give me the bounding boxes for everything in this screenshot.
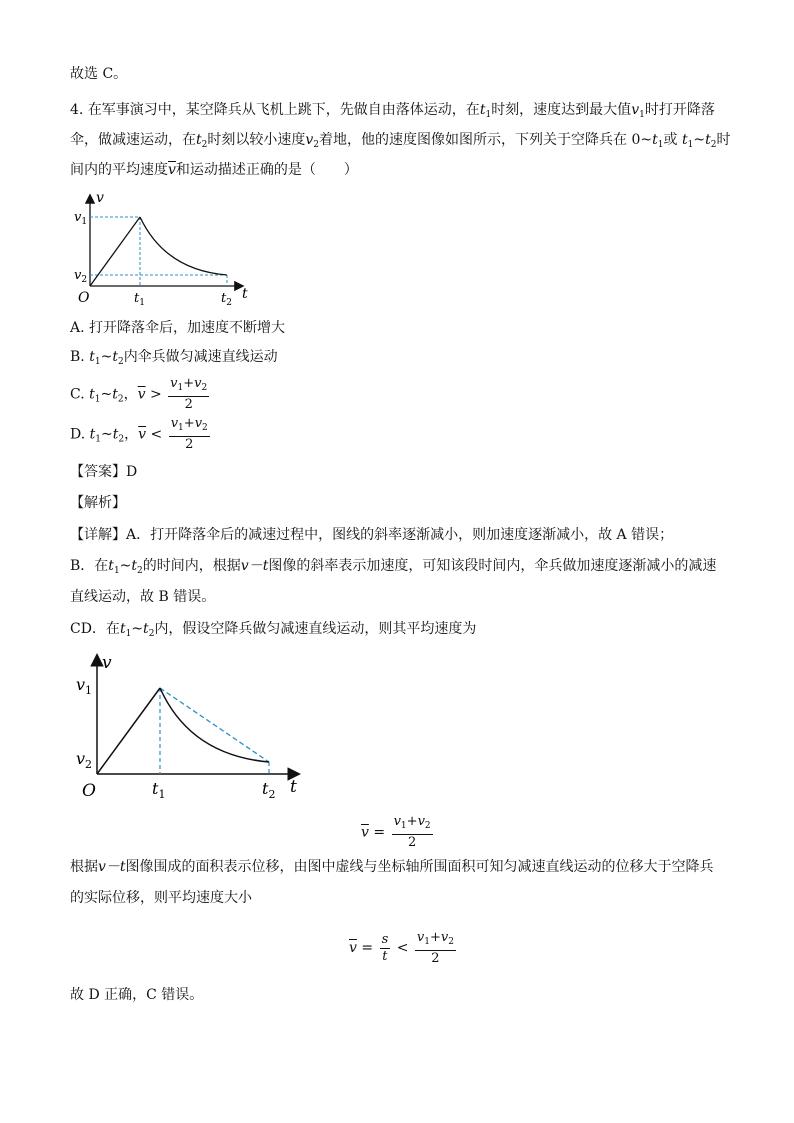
sub: 1 [657,140,664,150]
v-symbol: v [631,102,640,118]
detail-line-5 [70,857,714,877]
v-symbol: v [305,132,314,148]
v-axis-label: v [96,190,104,206]
t-symbol: t [108,558,114,574]
sub: 2 [313,140,320,150]
option-label: B. [70,349,85,365]
lt-sign: < [150,426,163,443]
answer-label: 【答案】 [70,464,126,480]
fraction: $\frac{v_1+v_2}{2}$ [393,814,431,850]
vt-symbol: v－t [240,558,269,574]
detail-line-4 [70,619,476,644]
detail-line-2 [70,556,716,581]
detail-line-6: 的实际位移，则平均速度大小 [70,890,252,906]
t-symbol: t [652,132,658,148]
sub: 1 [639,110,645,120]
t2-label: $t_2$ [221,291,232,308]
vt-symbol: v－t [98,859,126,875]
sub: 2 [148,629,155,639]
previous-answer: 故选 C。 [70,66,128,82]
sub: 2 [117,394,124,405]
t-symbol: t [112,426,119,443]
decel-curve [140,217,227,275]
v-bar-symbol: $\overline{v}$ [349,940,357,956]
question-text: ~ [693,132,706,148]
v-bar-symbol: $\overline{v}$ [137,386,146,403]
question-text: 伞，做减速运动，在 [70,132,196,148]
t-symbol: t [143,621,149,637]
t-symbol: t [705,132,711,148]
gt-sign: > [149,386,162,403]
v2-label: $v_2$ [76,749,93,771]
sep: ~ [119,558,132,574]
origin-label: O [78,290,90,306]
conclusion: 故 D 正确，C 错误。 [70,987,204,1003]
t-symbol: t [131,558,138,574]
sep: ~ [131,621,144,637]
question-text: 时 [716,132,731,148]
v1-label: $v_1$ [76,675,93,697]
detail-line-3: 直线运动，故 B 错误。 [70,589,216,605]
sub: 1 [94,357,101,367]
detail-text: 图像的斜率表示加速度，可知该段时间内，伞兵做加速度逐渐减小的减速 [268,558,717,574]
sep: ~ [101,426,113,443]
origin-label: O [82,781,96,800]
question-line-1 [70,100,715,125]
v-axis-label: v [102,653,112,673]
sep: ~ [100,386,113,403]
option-b [70,347,278,372]
analysis-label: 【解析】 [70,495,126,511]
t-axis-label: t [242,286,248,302]
t1-label: $t_1$ [134,291,145,308]
t-axis-label: t [290,777,297,797]
uniform-decel-dashed [160,688,269,762]
fraction: $\frac{v_1+v_2}{2}$ [416,929,454,966]
question-text: 间内的平均速度 [70,162,168,178]
detail-text: 图像围成的面积表示位移，由图中虚线与坐标轴所围面积可知匀减速直线运动的位移大于空降兵 [125,859,714,875]
t-symbol: t [196,132,202,148]
sep: ~ [100,349,113,365]
sub: 2 [117,357,124,367]
option-c [70,376,211,417]
comma: ， [124,426,139,443]
sub: 1 [687,140,694,150]
v1-label: $v_1$ [74,210,88,227]
sub: 1 [125,629,132,639]
question-line-2 [70,130,730,155]
question-text: 时打开降落 [644,102,715,118]
equals: = [373,824,386,841]
comma: ， [123,386,138,403]
equals: = [361,940,374,956]
t-symbol: t [89,386,95,403]
t-symbol: t [479,102,486,118]
detail-text: B．在 [70,558,109,574]
detail-text: 内，假设空降兵做匀减速直线运动，则其平均速度为 [154,621,477,637]
fraction: $\frac{v_1+v_2}{2}$ [170,416,208,452]
question-text: 时刻，速度达到最大值 [491,102,632,118]
t-symbol: t [112,349,118,365]
detail-text: CD．在 [70,621,120,637]
v-bar-symbol: $\overline{v}$ [138,426,147,443]
question-text: 在军事演习中，某空降兵从飞机上跳下，先做自由落体运动，在 [87,102,480,118]
question-text: 和运动描述正确的是（ ） [175,162,358,178]
equation-comparison [349,928,458,968]
v2-label: $v_2$ [74,268,88,285]
sub: 2 [118,434,125,445]
sub: 2 [201,140,208,150]
sub: 1 [113,566,120,576]
accel-line [90,217,140,286]
sub: 1 [95,434,102,445]
lt-sign: < [396,940,409,956]
sub: 2 [710,140,717,150]
option-text: 内伞兵做匀减速直线运动 [123,349,278,365]
v-bar-symbol: $\overline{v}$ [168,162,176,178]
question-text: 或 [663,132,678,148]
t-symbol: t [89,426,96,443]
option-label: D. [70,426,86,443]
equation-average-velocity [361,814,435,851]
answer-value: D [126,464,138,480]
sub: 2 [137,566,143,576]
sub: 1 [485,110,492,120]
small-vt-graph [70,190,260,308]
t-symbol: t [681,132,688,148]
question-number: 4. [70,102,84,118]
option-label: C. [70,386,85,403]
question-text: 着地，他的速度图像如图所示，下列关于空降兵在 0~ [319,132,653,148]
detail-line-1: 【详解】A．打开降落伞后的减速过程中，图线的斜率逐渐减小，则加速度逐渐减小，故 A 错误； [70,527,674,543]
t2-label: $t_2$ [262,779,276,800]
option-d [70,416,212,457]
fraction-s-over-t: $\frac{s}{t}$ [381,931,389,964]
t-symbol: t [112,386,118,403]
fraction: $\frac{v_1+v_2}{2}$ [170,376,208,412]
question-text: 时刻以较小速度 [207,132,306,148]
answer-line [70,462,137,482]
detail-text: 根据 [70,859,98,875]
large-vt-graph [70,650,310,800]
accel-line [97,688,160,774]
detail-text: 的时间内，根据 [142,558,241,574]
t-symbol: t [119,621,126,637]
question-line-3 [70,160,358,180]
t1-label: $t_1$ [152,779,166,800]
sub: 1 [94,394,101,405]
v-bar-symbol: $\overline{v}$ [361,824,369,841]
t-symbol: t [89,349,95,365]
option-a: A. 打开降落伞后，加速度不断增大 [70,320,286,336]
